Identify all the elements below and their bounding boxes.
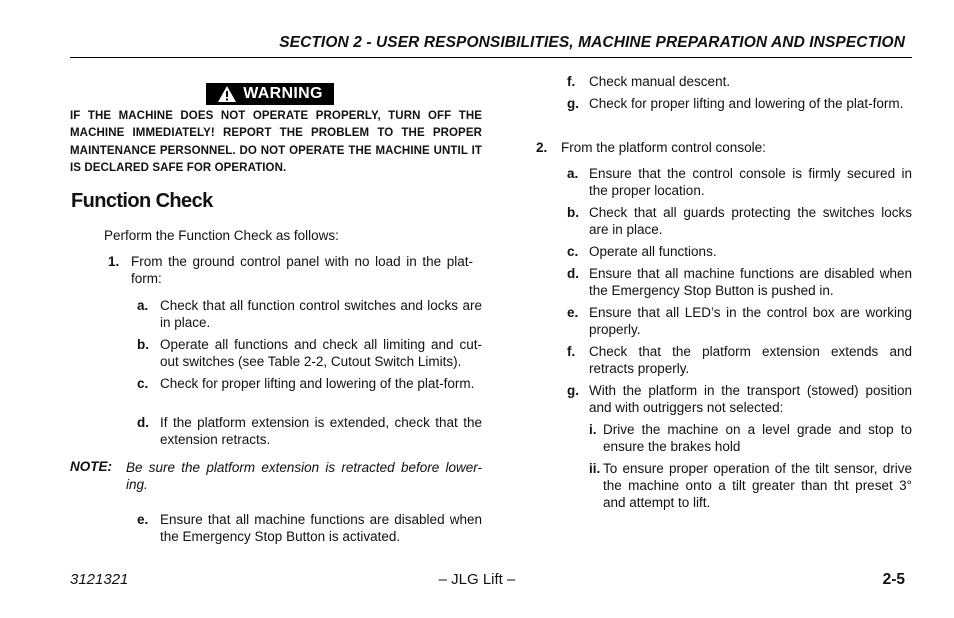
warning-text: IF THE MACHINE DOES NOT OPERATE PROPERLY, TURN OFF THE MACHINE IMMEDIATELY! REPORT THE PROBLEM TO THE PROPER MAINTENANCE PERSONNEL. DO NOT OPERATE THE MACHINE UNTIL IT IS DECLARED SAFE FOR OPERATION. bbox=[70, 110, 482, 175]
list-item-label: c. bbox=[567, 244, 579, 259]
list-item-label: d. bbox=[567, 266, 579, 281]
warning-triangle-icon bbox=[217, 85, 237, 103]
list-item-text: Check that the platform extension extends and retracts properly. bbox=[589, 344, 912, 376]
warning-label: WARNING bbox=[243, 85, 323, 102]
list-item-text: Ensure that all LED’s in the control box are working properly. bbox=[589, 305, 912, 337]
list-item-text: Check for proper lifting and lowering of the plat-form. bbox=[160, 376, 475, 391]
page-number: 2-5 bbox=[882, 571, 905, 588]
list-item-label: g. bbox=[567, 383, 579, 398]
step-number: 1. bbox=[108, 254, 120, 269]
note-text: Be sure the platform extension is retracted before lower-ing. bbox=[126, 460, 482, 492]
list-item-text: Operate all functions. bbox=[589, 244, 717, 259]
list-item-label: g. bbox=[567, 96, 579, 111]
sub-item-label: ii. bbox=[589, 461, 601, 476]
list-item-text: If the platform extension is extended, check that the extension retracts. bbox=[160, 415, 482, 447]
list-item-text: Ensure that all machine functions are disabled when the Emergency Stop Button is pushed in. bbox=[589, 266, 912, 298]
warning-badge bbox=[206, 83, 334, 105]
section-title: Function Check bbox=[71, 190, 213, 212]
doc-number: 3121321 bbox=[70, 571, 129, 588]
list-item-text: Ensure that all machine functions are disabled when the Emergency Stop Button is activated. bbox=[160, 512, 482, 544]
list-item-label: f. bbox=[567, 344, 576, 359]
list-item-label: a. bbox=[137, 298, 149, 313]
sub-item-text: Drive the machine on a level grade and stop to ensure the brakes hold bbox=[603, 422, 912, 454]
list-item-text: Ensure that the control console is firmly secured in the proper location. bbox=[589, 166, 912, 198]
section-header: SECTION 2 - USER RESPONSIBILITIES, MACHINE PREPARATION AND INSPECTION bbox=[279, 34, 905, 51]
list-item-label: a. bbox=[567, 166, 579, 181]
list-item-label: d. bbox=[137, 415, 149, 430]
list-item-label: e. bbox=[137, 512, 149, 527]
sub-item-text: To ensure proper operation of the tilt sensor, drive the machine onto a tilt greater than tht preset 3° and attempt to lift. bbox=[603, 461, 912, 510]
step-text: From the platform control console: bbox=[561, 140, 766, 155]
list-item-text: Check that all function control switches and locks are in place. bbox=[160, 298, 482, 330]
list-item-text: Operate all functions and check all limiting and cut-out switches (see Table 2-2, Cutout Switch Limits). bbox=[160, 337, 482, 369]
note-label: NOTE: bbox=[70, 459, 112, 474]
list-item-text: With the platform in the transport (stowed) position and with outriggers not selected: bbox=[589, 383, 912, 415]
list-item-label: c. bbox=[137, 376, 149, 391]
footer-center: – JLG Lift – bbox=[438, 571, 516, 588]
sub-item-label: i. bbox=[589, 422, 597, 437]
intro-text: Perform the Function Check as follows: bbox=[104, 228, 339, 243]
list-item-text: Check that all guards protecting the switches locks are in place. bbox=[589, 205, 912, 237]
list-item-text: Check for proper lifting and lowering of the plat-form. bbox=[589, 96, 904, 111]
step-text: From the ground control panel with no load in the plat-form: bbox=[131, 254, 473, 286]
list-item-label: e. bbox=[567, 305, 579, 320]
list-item-text: Check manual descent. bbox=[589, 74, 731, 89]
step-number: 2. bbox=[536, 140, 548, 155]
list-item-label: b. bbox=[567, 205, 579, 220]
list-item-label: b. bbox=[137, 337, 149, 352]
list-item-label: f. bbox=[567, 74, 576, 89]
header-rule bbox=[70, 57, 912, 58]
